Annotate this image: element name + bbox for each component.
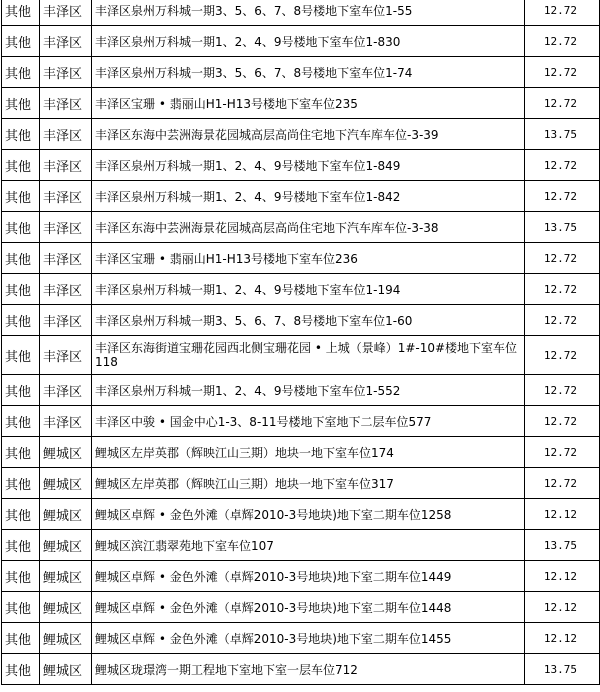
cell-type: 其他 [2, 336, 40, 375]
cell-location: 丰泽区东海中芸洲海景花园城高层高尚住宅地下汽车库车位-3-38 [92, 212, 525, 243]
table-row [2, 26, 600, 57]
table-row [2, 468, 600, 499]
cell-district: 丰泽区 [40, 305, 92, 336]
cell-location: 鲤城区卓辉 • 金色外滩（卓辉2010-3号地块)地下室二期车位1455 [92, 623, 525, 654]
table-row [2, 212, 600, 243]
table-row [2, 274, 600, 305]
cell-district: 丰泽区 [40, 181, 92, 212]
cell-type: 其他 [2, 57, 40, 88]
cell-type: 其他 [2, 654, 40, 685]
cell-price: 12.72 [525, 0, 600, 26]
cell-price: 12.72 [525, 406, 600, 437]
cell-district: 鲤城区 [40, 468, 92, 499]
cell-district: 丰泽区 [40, 119, 92, 150]
cell-location: 鲤城区珑璟湾一期工程地下室地下室一层车位712 [92, 654, 525, 685]
parking-space-table [1, 0, 600, 685]
cell-price: 12.72 [525, 57, 600, 88]
cell-district: 鲤城区 [40, 592, 92, 623]
table-row [2, 57, 600, 88]
cell-district: 丰泽区 [40, 274, 92, 305]
cell-district: 丰泽区 [40, 212, 92, 243]
cell-location: 丰泽区宝珊 • 翡丽山H1-H13号楼地下室车位235 [92, 88, 525, 119]
cell-type: 其他 [2, 561, 40, 592]
cell-price: 12.72 [525, 305, 600, 336]
cell-price: 12.12 [525, 592, 600, 623]
cell-district: 鲤城区 [40, 623, 92, 654]
cell-price: 12.72 [525, 150, 600, 181]
table-row [2, 305, 600, 336]
table-row [2, 375, 600, 406]
table-row [2, 592, 600, 623]
table-row [2, 437, 600, 468]
cell-type: 其他 [2, 437, 40, 468]
cell-price: 12.72 [525, 468, 600, 499]
cell-location: 丰泽区泉州万科城一期3、5、6、7、8号楼地下室车位1-55 [92, 0, 525, 26]
cell-type: 其他 [2, 0, 40, 26]
cell-type: 其他 [2, 375, 40, 406]
cell-price: 12.72 [525, 274, 600, 305]
cell-type: 其他 [2, 530, 40, 561]
cell-price: 13.75 [525, 119, 600, 150]
cell-price: 13.75 [525, 654, 600, 685]
cell-location: 丰泽区泉州万科城一期3、5、6、7、8号楼地下室车位1-74 [92, 57, 525, 88]
cell-location: 丰泽区东海街道宝珊花园西北侧宝珊花园 • 上城（景峰）1#-10#楼地下室车位118 [92, 336, 525, 375]
cell-price: 13.75 [525, 212, 600, 243]
cell-district: 鲤城区 [40, 530, 92, 561]
table-row [2, 336, 600, 375]
cell-price: 13.75 [525, 530, 600, 561]
cell-price: 12.12 [525, 561, 600, 592]
table-row [2, 406, 600, 437]
cell-price: 12.72 [525, 336, 600, 375]
cell-district: 丰泽区 [40, 150, 92, 181]
cell-location: 丰泽区泉州万科城一期1、2、4、9号楼地下室车位1-194 [92, 274, 525, 305]
cell-district: 丰泽区 [40, 406, 92, 437]
table-row [2, 561, 600, 592]
cell-location: 丰泽区泉州万科城一期3、5、6、7、8号楼地下室车位1-60 [92, 305, 525, 336]
table-row [2, 243, 600, 274]
cell-location: 鲤城区滨江翡翠苑地下室车位107 [92, 530, 525, 561]
cell-location: 丰泽区泉州万科城一期1、2、4、9号楼地下室车位1-849 [92, 150, 525, 181]
cell-type: 其他 [2, 468, 40, 499]
cell-location: 丰泽区中骏 • 国金中心1-3、8-11号楼地下室地下二层车位577 [92, 406, 525, 437]
cell-price: 12.72 [525, 181, 600, 212]
cell-type: 其他 [2, 212, 40, 243]
cell-type: 其他 [2, 150, 40, 181]
cell-type: 其他 [2, 592, 40, 623]
cell-district: 丰泽区 [40, 0, 92, 26]
cell-type: 其他 [2, 119, 40, 150]
cell-type: 其他 [2, 243, 40, 274]
table-row [2, 0, 600, 26]
cell-price: 12.12 [525, 623, 600, 654]
cell-district: 丰泽区 [40, 57, 92, 88]
cell-district: 丰泽区 [40, 243, 92, 274]
cell-location: 丰泽区东海中芸洲海景花园城高层高尚住宅地下汽车库车位-3-39 [92, 119, 525, 150]
table-row [2, 88, 600, 119]
cell-type: 其他 [2, 623, 40, 654]
cell-district: 丰泽区 [40, 26, 92, 57]
cell-type: 其他 [2, 88, 40, 119]
cell-price: 12.12 [525, 499, 600, 530]
cell-location: 鲤城区卓辉 • 金色外滩（卓辉2010-3号地块)地下室二期车位1448 [92, 592, 525, 623]
cell-district: 鲤城区 [40, 437, 92, 468]
cell-district: 丰泽区 [40, 375, 92, 406]
cell-price: 12.72 [525, 437, 600, 468]
cell-location: 鲤城区左岸英郡（辉映江山三期）地块一地下室车位174 [92, 437, 525, 468]
table-row [2, 499, 600, 530]
cell-type: 其他 [2, 406, 40, 437]
cell-district: 丰泽区 [40, 336, 92, 375]
cell-type: 其他 [2, 181, 40, 212]
cell-location: 丰泽区宝珊 • 翡丽山H1-H13号楼地下室车位236 [92, 243, 525, 274]
table-body [2, 0, 600, 685]
cell-location: 鲤城区卓辉 • 金色外滩（卓辉2010-3号地块)地下室二期车位1258 [92, 499, 525, 530]
table-row [2, 623, 600, 654]
table-row [2, 119, 600, 150]
cell-type: 其他 [2, 274, 40, 305]
cell-district: 丰泽区 [40, 88, 92, 119]
cell-district: 鲤城区 [40, 561, 92, 592]
cell-type: 其他 [2, 305, 40, 336]
cell-price: 12.72 [525, 375, 600, 406]
cell-price: 12.72 [525, 26, 600, 57]
cell-location: 丰泽区泉州万科城一期1、2、4、9号楼地下室车位1-842 [92, 181, 525, 212]
cell-location: 鲤城区左岸英郡（辉映江山三期）地块一地下室车位317 [92, 468, 525, 499]
cell-type: 其他 [2, 26, 40, 57]
cell-district: 鲤城区 [40, 499, 92, 530]
cell-price: 12.72 [525, 88, 600, 119]
table-row [2, 150, 600, 181]
cell-location: 丰泽区泉州万科城一期1、2、4、9号楼地下室车位1-830 [92, 26, 525, 57]
table-row [2, 654, 600, 685]
cell-location: 鲤城区卓辉 • 金色外滩（卓辉2010-3号地块)地下室二期车位1449 [92, 561, 525, 592]
cell-district: 鲤城区 [40, 654, 92, 685]
table-row [2, 181, 600, 212]
cell-location: 丰泽区泉州万科城一期1、2、4、9号楼地下室车位1-552 [92, 375, 525, 406]
cell-price: 12.72 [525, 243, 600, 274]
cell-type: 其他 [2, 499, 40, 530]
table-row [2, 530, 600, 561]
